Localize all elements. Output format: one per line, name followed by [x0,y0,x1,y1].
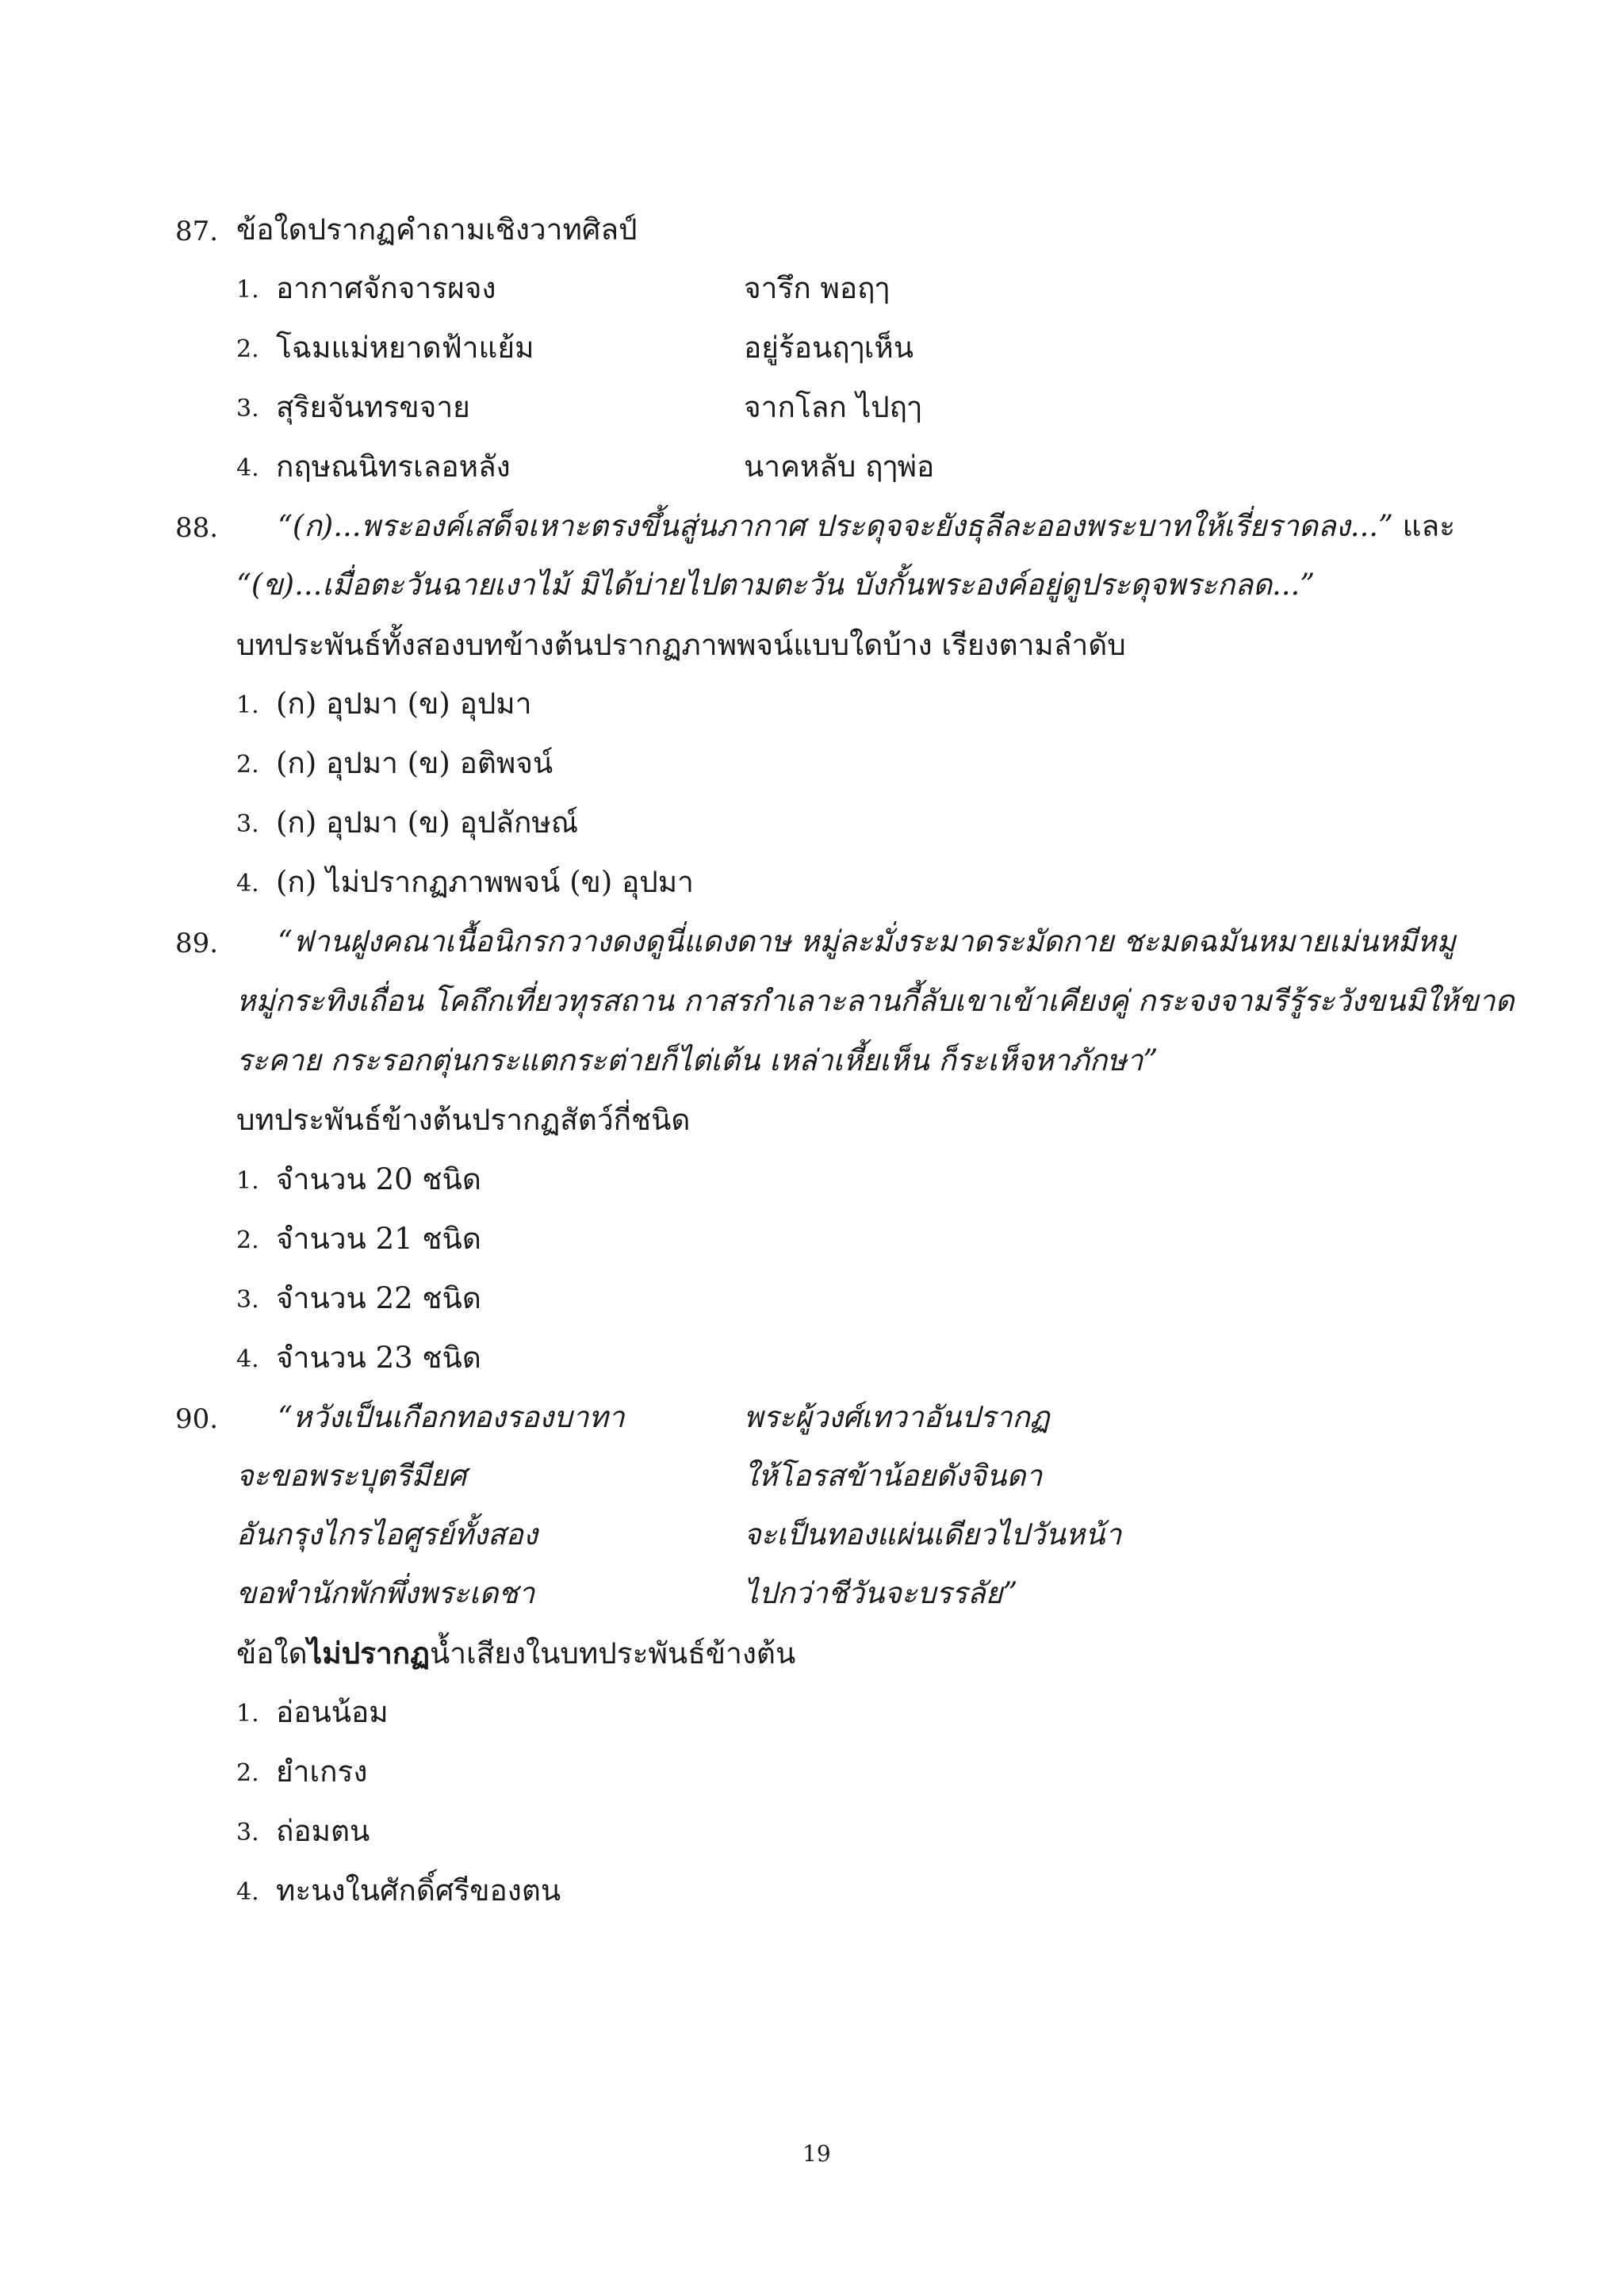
passage-line: “ฟานฝูงคณาเนื้อนิกรกวางดงดูนี่แดงดาษ หมู่ละมั่งระมาดระมัดกาย ชะมดฉมันหมายเม่นหมีหมู [278,924,1456,959]
option-number: 1. [236,1167,259,1195]
passage-line: “(ข)...เมื่อตะวันฉายเงาไม้ มิได้บ่ายไปตามตะวัน บังกั้นพระองค์อยู่ดูประดุจพระกลด...” [236,568,1316,602]
option-text: (ก) อุปมา (ข) อติพจน์ [276,746,553,780]
option-text: ยำเกรง [276,1755,368,1789]
option-left-text: สุริยจันทรขจาย [276,390,470,424]
verse-right: จะเป็นทองแผ่นเดียวไปวันหน้า [744,1517,1122,1552]
stem-emphasis: ไม่ปรากฏ [307,1636,430,1670]
option-text: (ก) อุปมา (ข) อุปมา [276,687,532,721]
passage-line: ระคาย กระรอกตุ่นกระแตกระต่ายก็ไต่เต้น เหล่าเหี้ยเห็น ก็ระเห็จหาภักษา” [236,1043,1159,1077]
option-number: 4. [236,454,259,482]
question-number: 87. [175,216,219,247]
option-number: 1. [236,1700,259,1728]
question-stem [236,1634,795,1673]
option-text: ถ่อมตน [276,1814,370,1848]
option-number: 4. [236,1345,259,1373]
passage-line [278,507,1455,545]
option-text: จำนวน 20 ชนิด [276,1162,481,1196]
option-left-text: โฉมแม่หยาดฟ้าแย้ม [276,331,534,365]
option-number: 1. [236,691,259,719]
question-number: 88. [175,512,219,544]
passage-quote: “(ก)...พระองค์เสด็จเหาะตรงขึ้นสู่นภากาศ ประดุจจะยังธุลีละอองพระบาทให้เรี่ยราดลง...” [278,509,1393,543]
question-number: 89. [175,928,219,959]
verse-right: พระผู้วงศ์เทวาอันปรากฏ [744,1400,1050,1434]
option-number: 1. [236,276,259,304]
option-right-text: จากโลก ไปฤๅ [744,390,922,424]
option-number: 2. [236,1759,259,1787]
verse-left: จะขอพระบุตรีมียศ [236,1459,467,1493]
option-number: 2. [236,335,259,363]
option-number: 2. [236,1226,259,1254]
option-right-text: จารึก พอฤๅ [744,271,890,305]
option-left-text: อากาศจักจารผจง [276,271,496,305]
option-number: 3. [236,395,259,423]
verse-right: ไปกว่าชีวันจะบรรลัย” [744,1576,1018,1610]
question-stem: บทประพันธ์ทั้งสองบทข้างต้นปรากฏภาพพจน์แบบใดบ้าง เรียงตามลำดับ [236,628,1126,662]
option-text: (ก) อุปมา (ข) อุปลักษณ์ [276,806,579,840]
option-left-text: กฤษณนิทรเลอหลัง [276,450,511,484]
option-number: 4. [236,870,259,897]
option-right-text: อยู่ร้อนฤๅเห็น [744,331,914,365]
verse-right: ให้โอรสข้าน้อยดังจินดา [744,1459,1043,1493]
verse-left: อันกรุงไกรไอศูรย์ทั้งสอง [236,1517,538,1552]
page-number: 19 [802,2141,831,2167]
question-stem: บทประพันธ์ข้างต้นปรากฏสัตว์กี่ชนิด [236,1103,691,1137]
verse-left: “หวังเป็นเกือกทองรองบาทา [278,1400,625,1434]
option-right-text: นาคหลับ ฤๅพ่อ [744,450,935,484]
passage-line: หมู่กระทิงเถื่อน โคถึกเที่ยวทุรสถาน กาสรกำเลาะลานกี้ลับเขาเข้าเคียงคู่ กระจงจามรีรู้ระวังขนมิให้ขาด [236,984,1515,1018]
stem-prefix: ข้อใด [236,1636,308,1670]
option-number: 3. [236,1819,259,1846]
option-text: ทะนงในศักดิ์ศรีของตน [276,1873,561,1908]
question-stem: ข้อใดปรากฏคำถามเชิงวาทศิลป์ [236,212,638,247]
stem-suffix: น้ำเสียงในบทประพันธ์ข้างต้น [430,1636,796,1670]
option-text: จำนวน 23 ชนิด [276,1341,481,1375]
option-number: 4. [236,1878,259,1906]
question-number: 90. [175,1403,219,1435]
option-text: จำนวน 21 ชนิด [276,1222,481,1256]
option-text: (ก) ไม่ปรากฏภาพพจน์ (ข) อุปมา [276,865,694,899]
option-text: อ่อนน้อม [276,1695,389,1729]
verse-left: ขอพำนักพักพึ่งพระเดชา [236,1576,535,1610]
option-number: 3. [236,1286,259,1314]
option-number: 2. [236,751,259,779]
passage-connector: และ [1392,509,1456,543]
option-text: จำนวน 22 ชนิด [276,1281,481,1315]
option-number: 3. [236,810,259,838]
